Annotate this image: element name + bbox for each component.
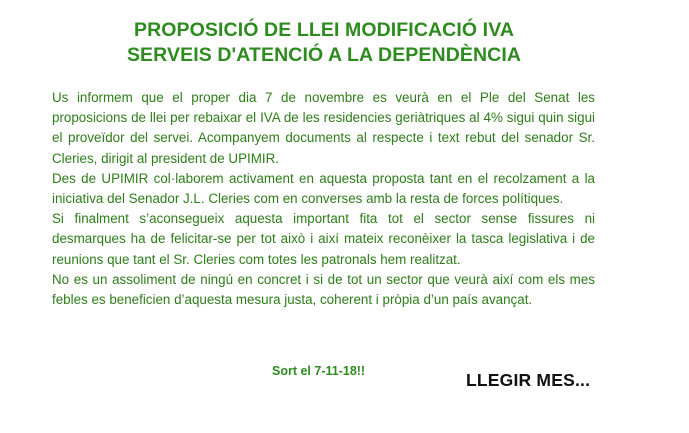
article-paragraph-2: Des de UPIMIR col·laborem activament en aquesta proposta tant en el recolzament a la iniciativa del Senador J.L. Cleries com en converses amb la resta de forces polítiques. xyxy=(52,170,595,207)
article-paragraph-4: No es un assoliment de ningú en concret i si de tot un sector que veurà així com els mes febles es beneficien d’aquesta mesura justa, coherent i pròpia d’un país avançat. xyxy=(52,271,595,308)
article-title-line-2: SERVEIS D'ATENCIÓ A LA DEPENDÈNCIA xyxy=(126,44,522,66)
read-more-link[interactable]: LLEGIR MES... xyxy=(466,370,591,390)
article-paragraph-3: Si finalment s’aconsegueix aquesta important fita tot el sector sense fissures ni desmarques ha de felicitar-se per tot això i així mateix reconèixer la tasca legislativa i de reunions que tant el Sr. Cleries com totes les patronals hem realitzat. xyxy=(52,211,595,267)
article-title xyxy=(0,18,648,68)
article-body xyxy=(52,88,595,310)
article-title-line-1: PROPOSICIÓ DE LLEI MODIFICACIÓ IVA xyxy=(133,19,515,41)
article-signoff: Sort el 7-11-18!! xyxy=(272,364,366,378)
article-paragraph-1: Us informem que el proper dia 7 de novembre es veurà en el Ple del Senat les proposicions de llei per rebaixar el IVA de les residencies geriàtriques al 4% sigui quin sigui el proveïdor del servei. Acompanyem documents al respecte i text rebut del senador Sr. Cleries, dirigit al president de UPIMIR. xyxy=(52,90,595,166)
